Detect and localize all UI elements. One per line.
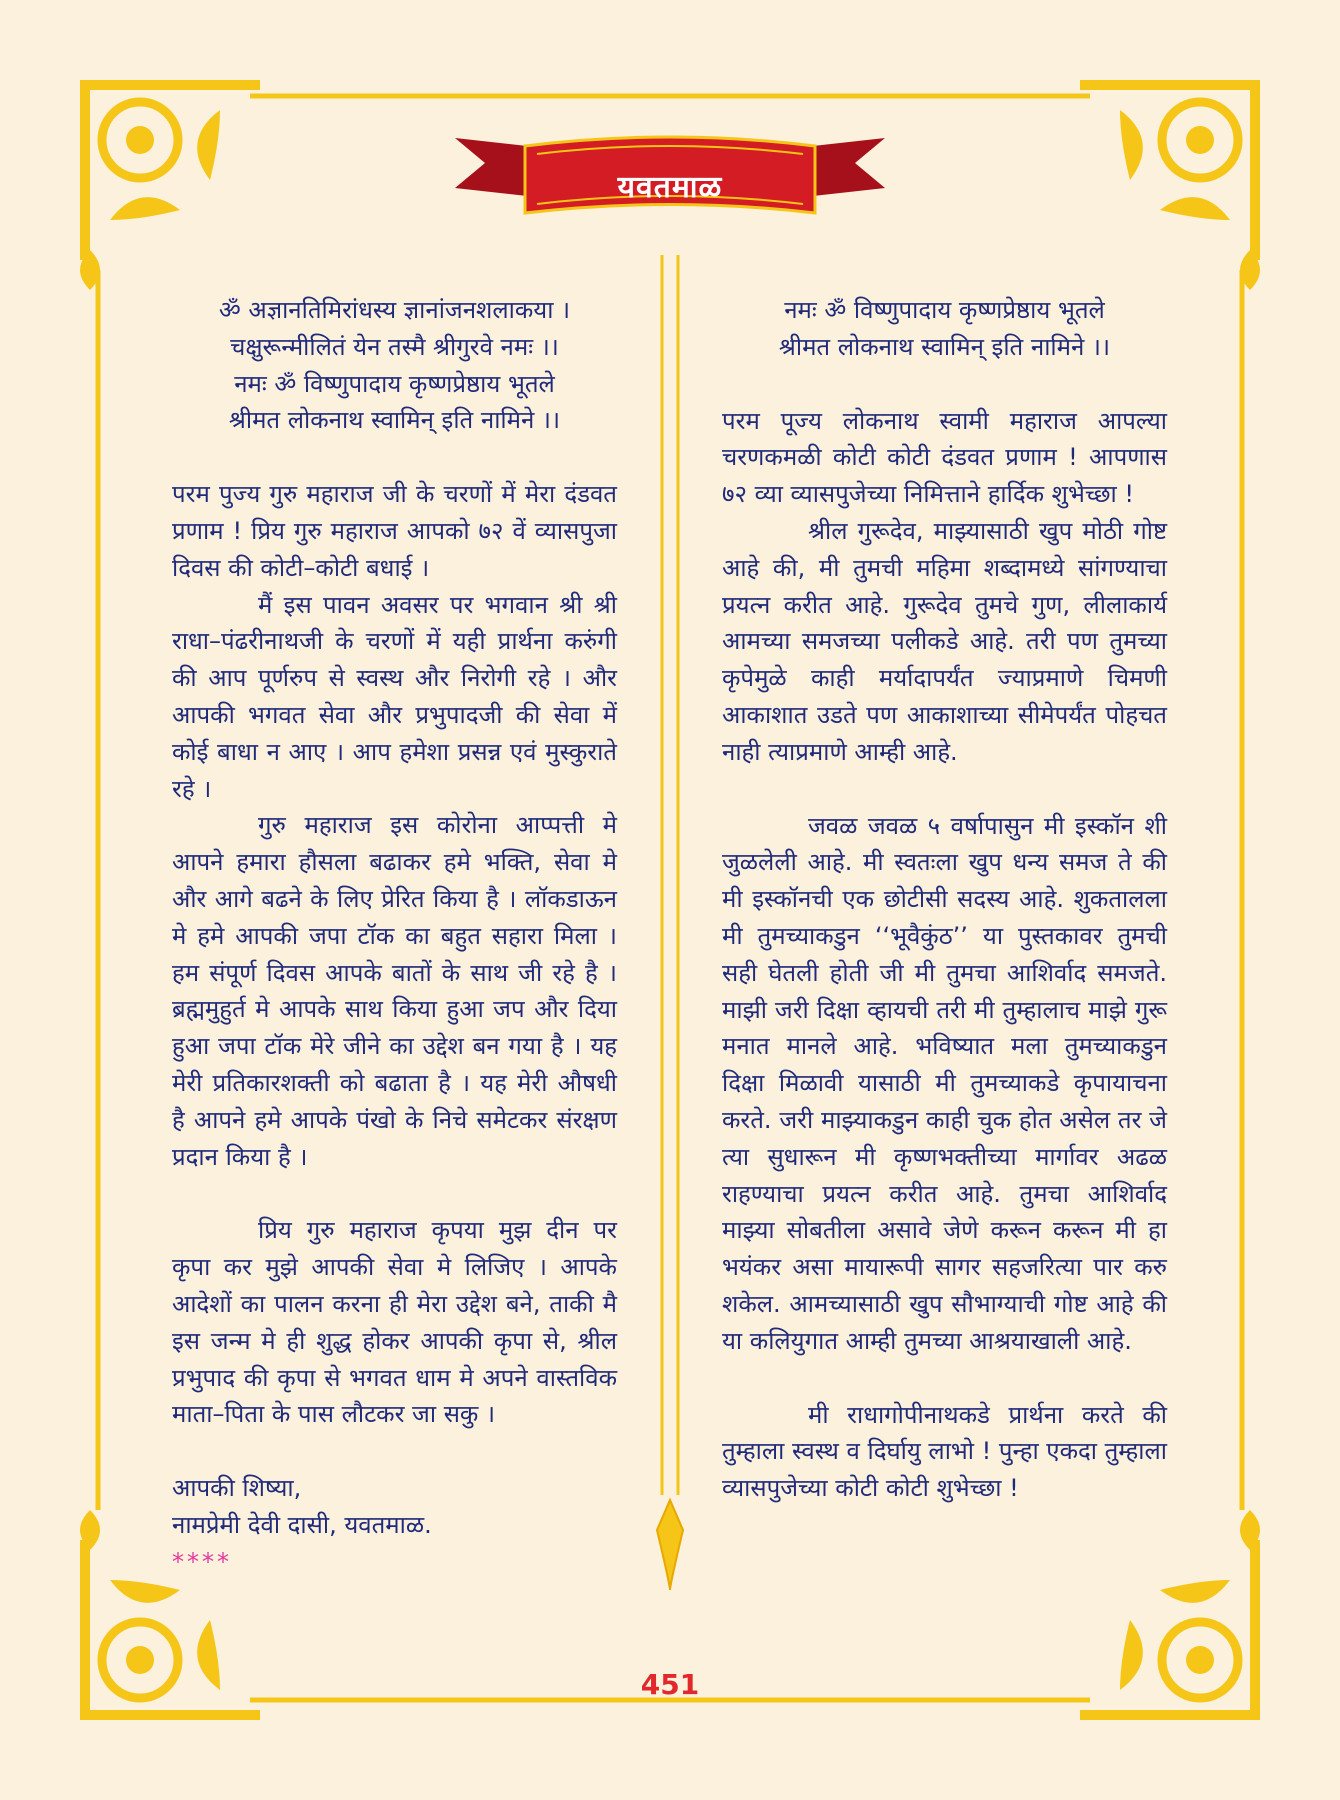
verse-line: नमः ॐ विष्णुपादाय कृष्णप्रेष्ठाय भूतले [784,296,1105,324]
verse-line: नमः ॐ विष्णुपादाय कृष्णप्रेष्ठाय भूतले [234,369,555,398]
corner-ornament-top-right-icon [1080,80,1260,260]
center-divider [655,255,685,1595]
corner-ornament-top-left-icon [80,80,260,260]
paragraph: गुरु महाराज इस कोरोना आप्पत्ती मे आपने हमारा हौसला बढाकर हमे भक्ति, सेवा मे और आगे बढने के लिए प्रेरित किया है । लॉकडाऊन मे हमे आपकी जपा टॉक का बहुत सहारा मिला । हम संपूर्ण दिवस आपके बातों के साथ जी रहे है । ब्रह्ममुहुर्त मे आपके साथ किया हुआ जप और दिया हुआ जपा टॉक मेरे जीने का उद्देश बन गया है । यह मेरी प्रतिकारशक्ती को बढाता है । यह मेरी औषधी है आपने हमे आपके पंखो के निचे समेटकर संरक्षण प्रदान किया है । [172,811,617,1171]
corner-ornament-bottom-right-icon [1080,1540,1260,1720]
verse-line: चक्षुरून्मीलितं येन तस्मै श्रीगुरवे नमः ।। [230,332,559,361]
paragraph: प्रिय गुरु महाराज कृपया मुझ दीन पर कृपा कर मुझे आपकी सेवा मे लिजिए । आपके आदेशों का पालन करना ही मेरा उद्देश बने, ताकी मै इस जन्म मे ही शुद्ध होकर आपकी कृपा से, श्रील प्रभुपाद की कृपा से भगवत धाम मे अपने वास्तविक माता–पिता के पास लौटकर जा सकु । [172,1216,617,1429]
paragraph: मी राधागोपीनाथकडे प्रार्थना करते की तुम्हाला स्वस्थ व दिर्घायु लाभो ! पुन्हा एकदा तुम्हाला व्यासपुजेच्या कोटी कोटी शुभेच्छा ! [722,1400,1167,1503]
page-title: यवतमाळ [617,170,723,205]
verse-line: श्रीमत लोकनाथ स्वामिन् इति नामिने ।। [778,332,1111,361]
paragraph: जवळ जवळ ५ वर्षापासुन मी इस्कॉन शी जुळलेली आहे. मी स्वतःला खुप धन्य समज ते की मी इस्कॉनची एक छोटीसी सदस्य आहे. शुकतालला मी तुमच्याकडुन ‘‘भूवैकुंठ’’ या पुस्तकावर तुमची सही घेतली होती जी मी तुमचा आशिर्वाद समजते. माझी जरी दिक्षा व्हायची तरी मी तुम्हालाच माझे गुरू मनात मानले आहे. भविष्यात मला तुमच्याकडुन दिक्षा मिळावी यासाठी मी तुमच्याकडे कृपायाचना करते. जरी माझ्याकडुन काही चुक होत असेल तर जे त्या सुधारून मी कृष्णभक्तीच्या मार्गावर अढळ राहण्याचा प्रयत्न करीत आहे. तुमचा आशिर्वाद माझ्या सोबतीला असावे जेणे करून करून मी हा भयंकर असा मायारूपी सागर सहजरित्या पार करु शकेल. आमच्यासाठी खुप सौभाग्याची गोष्ट आहे की या कलियुगात आम्ही तुमच्या आश्रयाखाली आहे. [722,811,1167,1355]
right-column [722,292,1167,1507]
stars-ornament: **** [172,1547,232,1576]
verse-line: श्रीमत लोकनाथ स्वामिन् इति नामिने ।। [228,406,561,435]
left-column [172,292,617,1581]
paragraph: परम पूज्य लोकनाथ स्वामी महाराज आपल्या चरणकमळी कोटी कोटी दंडवत प्रणाम ! आपणास ७२ व्या व्यासपुजेच्या निमित्ताने हार्दिक शुभेच्छा ! [722,406,1167,509]
paragraph: श्रील गुरूदेव, माझ्यासाठी खुप मोठी गोष्ट आहे की, मी तुमची महिमा शब्दामध्ये सांगण्याचा प्रयत्न करीत आहे. गुरूदेव तुमचे गुण, लीलाकार्य आमच्या समजच्या पलीकडे आहे. तरी पण तुमच्या कृपेमुळे काही मर्यादापर्यंत ज्याप्रमाणे चिमणी आकाशात उडते पण आकाशाच्या सीमेपर्यंत पोहचत नाही त्याप्रमाणे आम्ही आहे. [722,516,1167,766]
signoff-line: नामप्रेमी देवी दासी, यवतमाळ. [172,1510,432,1539]
paragraph: परम पुज्य गुरु महाराज जी के चरणों में मेरा दंडवत प्रणाम ! प्रिय गुरु महाराज आपको ७२ वें व्यासपुजा दिवस की कोटी–कोटी बधाई । [172,480,617,582]
page-number: 451 [640,1668,700,1701]
signoff-line: आपकी शिष्या, [172,1474,302,1503]
paragraph: मैं इस पावन अवसर पर भगवान श्री श्री राधा–पंढरीनाथजी के चरणों में यही प्रार्थना करुंगी की आप पूर्णरुप से स्वस्थ और निरोगी रहे । और आपकी भगवत सेवा और प्रभुपादजी की सेवा में कोई बाधा न आए । आप हमेशा प्रसन्न एवं मुस्कुराते रहे । [172,590,617,803]
verse-line: ॐ अज्ञानतिमिरांधस्य ज्ञानांजनशलाकया । [218,296,571,324]
